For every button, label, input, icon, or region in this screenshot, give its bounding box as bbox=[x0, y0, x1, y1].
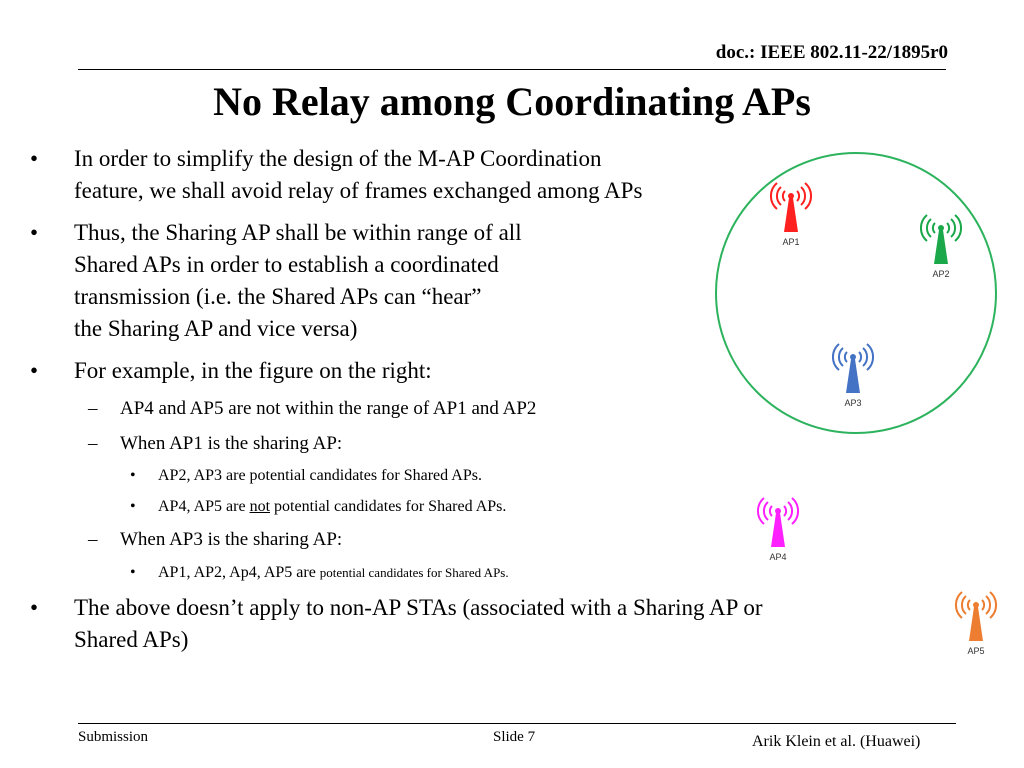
text-run: AP1, AP2, Ap4, AP5 are bbox=[158, 564, 320, 581]
bullet-text-line: the Sharing AP and vice versa) bbox=[74, 316, 358, 341]
ap-tower-shape bbox=[956, 592, 996, 641]
footer-authors: Arik Klein et al. (Huawei) bbox=[752, 733, 921, 750]
bullet-text-line: Thus, the Sharing AP shall be within range of all bbox=[74, 220, 522, 245]
ap2-antenna-icon bbox=[921, 215, 961, 279]
bullet-text-line: Shared APs in order to establish a coordinated bbox=[74, 252, 499, 277]
slide-title: No Relay among Coordinating APs bbox=[213, 79, 811, 124]
ap4-label: AP4 bbox=[769, 552, 787, 562]
dash-glyph: – bbox=[88, 433, 98, 454]
ap-range-figure bbox=[700, 140, 1024, 680]
ap-tower-shape bbox=[771, 183, 811, 232]
sub-sub-bullet-text: AP2, AP3 are potential candidates for Shared APs. bbox=[158, 467, 482, 484]
ap2-label: AP2 bbox=[932, 269, 950, 279]
ap3-label: AP3 bbox=[844, 398, 862, 408]
sub-sub-bullet-text bbox=[158, 562, 509, 584]
ap5-antenna-icon bbox=[956, 592, 996, 656]
bullet-glyph: • bbox=[30, 595, 39, 620]
text-run: potential candidates for Shared APs. bbox=[270, 498, 507, 515]
ap5-label: AP5 bbox=[967, 646, 985, 656]
ap-tower-shape bbox=[758, 498, 798, 547]
bullet-glyph: • bbox=[30, 220, 39, 245]
bullet-glyph: • bbox=[130, 498, 136, 515]
ap3-antenna-icon bbox=[833, 344, 873, 408]
bullet-text-line: The above doesn’t apply to non-AP STAs (associated with a Sharing AP or bbox=[74, 595, 763, 620]
footer-submission: Submission bbox=[78, 729, 149, 745]
sub-bullet-text: When AP3 is the sharing AP: bbox=[120, 529, 343, 550]
bullet-text-line: In order to simplify the design of the M-AP Coordination bbox=[74, 146, 602, 171]
bullet-glyph: • bbox=[30, 358, 39, 383]
bullet-glyph: • bbox=[130, 467, 136, 484]
underlined-text: not bbox=[249, 498, 271, 515]
document-id: doc.: IEEE 802.11-22/1895r0 bbox=[715, 42, 948, 63]
footer-rule bbox=[78, 723, 956, 724]
bullet-glyph: • bbox=[30, 146, 39, 171]
ap4-antenna-icon bbox=[758, 498, 798, 562]
sub-bullet-text: When AP1 is the sharing AP: bbox=[120, 433, 343, 454]
sub-bullet-text: AP4 and AP5 are not within the range of AP1 and AP2 bbox=[120, 398, 537, 419]
footer-slide-number: Slide 7 bbox=[493, 729, 536, 745]
ap-tower-shape bbox=[833, 344, 873, 393]
dash-glyph: – bbox=[88, 529, 98, 550]
text-run: AP4, AP5 are bbox=[158, 498, 250, 515]
bullet-text-line: transmission (i.e. the Shared APs can “hear” bbox=[74, 284, 482, 309]
ap1-label: AP1 bbox=[782, 237, 800, 247]
bullet-text-line: Shared APs) bbox=[74, 627, 189, 652]
header-rule bbox=[78, 69, 946, 70]
bullet-text-line: feature, we shall avoid relay of frames exchanged among APs bbox=[74, 178, 643, 203]
small-text-run: potential candidates for Shared APs. bbox=[319, 565, 509, 580]
sub-sub-bullet-text bbox=[158, 496, 506, 518]
dash-glyph: – bbox=[88, 398, 98, 419]
ap1-antenna-icon bbox=[771, 183, 811, 247]
bullet-text-line: For example, in the figure on the right: bbox=[74, 358, 432, 383]
ap-tower-shape bbox=[921, 215, 961, 264]
bullet-glyph: • bbox=[130, 564, 136, 581]
